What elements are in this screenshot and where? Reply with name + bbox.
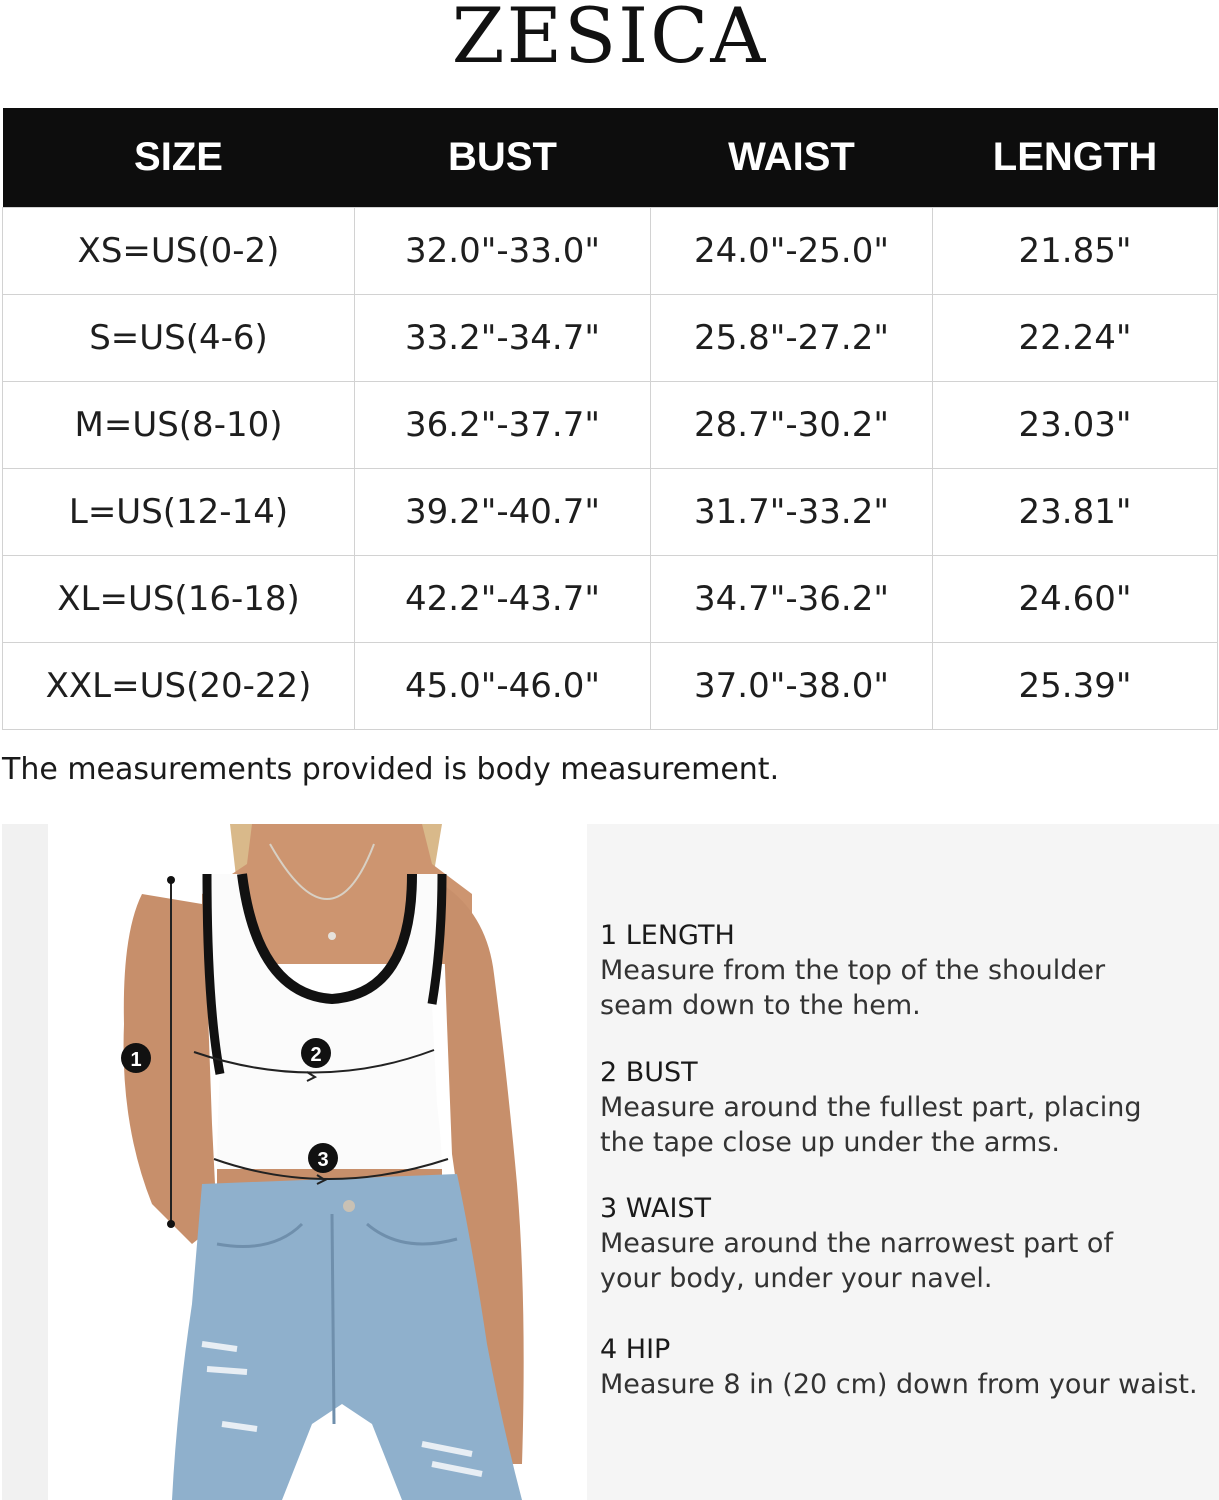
model-photo (2, 824, 590, 1500)
measurement-note: The measurements provided is body measurement. (2, 752, 780, 787)
guide-waist (600, 1191, 1210, 1296)
cell-waist: 37.0"-38.0" (651, 643, 933, 730)
table-row (3, 295, 1218, 382)
cell-size: XL=US(16-18) (3, 556, 355, 643)
cell-bust: 42.2"-43.7" (355, 556, 651, 643)
brand-logo: ZESICA (451, 0, 768, 80)
cell-bust: 45.0"-46.0" (355, 643, 651, 730)
marker-length (121, 1043, 151, 1073)
guide-length-title: 1 LENGTH (600, 920, 735, 951)
header-bust: BUST (355, 108, 651, 208)
cell-size: XXL=US(20-22) (3, 643, 355, 730)
cell-waist: 31.7"-33.2" (651, 469, 933, 556)
guide-hip-desc: Measure 8 in (20 cm) down from your waist. (600, 1369, 1198, 1400)
guide-hip-title: 4 HIP (600, 1334, 671, 1365)
table-header-row (3, 108, 1218, 208)
cell-length: 23.81" (933, 469, 1218, 556)
cell-size: S=US(4-6) (3, 295, 355, 382)
cell-bust: 39.2"-40.7" (355, 469, 651, 556)
guide-bust (600, 1055, 1210, 1160)
cell-waist: 24.0"-25.0" (651, 208, 933, 295)
pendant-icon (328, 932, 336, 940)
marker-waist-label: 3 (317, 1149, 329, 1171)
cell-waist: 34.7"-36.2" (651, 556, 933, 643)
marker-bust (301, 1038, 331, 1068)
cell-waist: 25.8"-27.2" (651, 295, 933, 382)
table-row (3, 556, 1218, 643)
guide-waist-desc: Measure around the narrowest part of your body, under your navel. (600, 1228, 1113, 1294)
header-waist: WAIST (651, 108, 933, 208)
model-illustration (2, 824, 590, 1500)
cell-bust: 32.0"-33.0" (355, 208, 651, 295)
cell-bust: 33.2"-34.7" (355, 295, 651, 382)
cell-size: M=US(8-10) (3, 382, 355, 469)
table-row (3, 643, 1218, 730)
cell-waist: 28.7"-30.2" (651, 382, 933, 469)
measurement-guide (587, 824, 1219, 1500)
cell-bust: 36.2"-37.7" (355, 382, 651, 469)
header-length: LENGTH (933, 108, 1218, 208)
table-row (3, 382, 1218, 469)
guide-bust-desc: Measure around the fullest part, placing the tape close up under the arms. (600, 1092, 1142, 1158)
cell-length: 22.24" (933, 295, 1218, 382)
cell-length: 23.03" (933, 382, 1218, 469)
cell-length: 25.39" (933, 643, 1218, 730)
size-chart-table (2, 108, 1218, 730)
guide-bust-title: 2 BUST (600, 1057, 698, 1088)
marker-bust-label: 2 (310, 1044, 322, 1066)
marker-waist (308, 1143, 338, 1173)
table-row (3, 208, 1218, 295)
fly-seam (332, 1214, 334, 1424)
guide-length-desc: Measure from the top of the shoulder seam down to the hem. (600, 955, 1106, 1021)
cell-size: XS=US(0-2) (3, 208, 355, 295)
button-icon (343, 1200, 355, 1212)
guide-hip (600, 1332, 1210, 1402)
marker-length-label: 1 (130, 1049, 142, 1071)
table-row (3, 469, 1218, 556)
header-size: SIZE (3, 108, 355, 208)
guide-waist-title: 3 WAIST (600, 1193, 712, 1224)
cell-size: L=US(12-14) (3, 469, 355, 556)
cell-length: 21.85" (933, 208, 1218, 295)
guide-length (600, 918, 1210, 1023)
length-endpoint-top (167, 876, 175, 884)
cell-length: 24.60" (933, 556, 1218, 643)
length-endpoint-bottom (167, 1220, 175, 1228)
